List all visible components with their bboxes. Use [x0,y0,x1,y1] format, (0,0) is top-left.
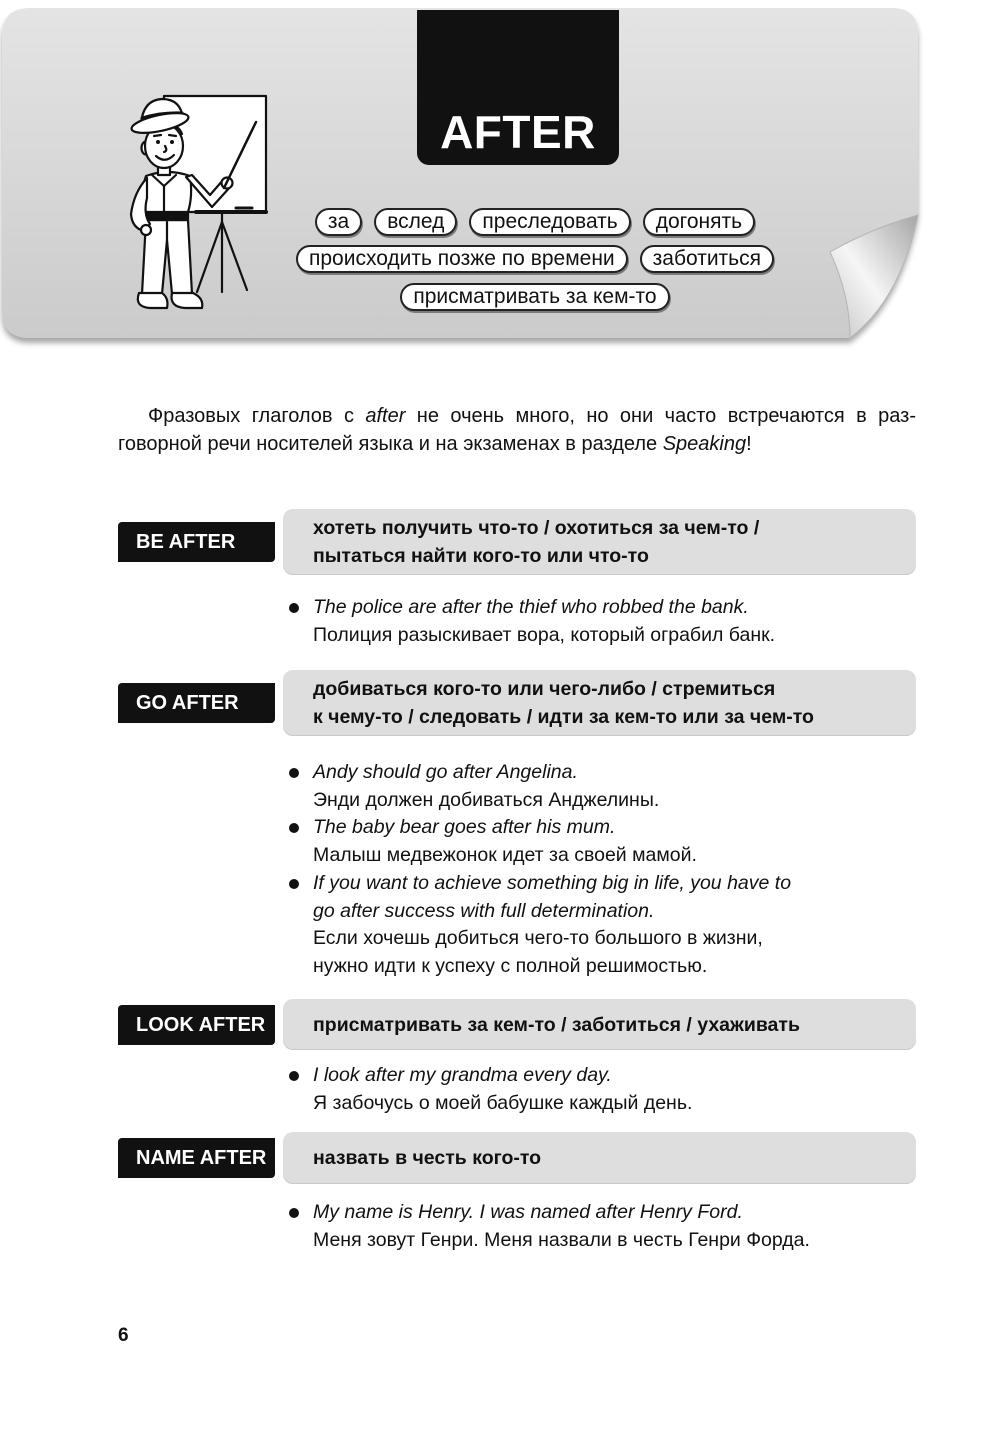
intro-line [148,402,916,430]
bullet-icon [289,879,299,889]
intro-italic-term: Speaking [662,433,747,455]
translation-pill: за [315,208,362,236]
intro-paragraph [118,402,916,458]
intro-text: не очень много, но они часто встречаются в раз- [405,405,916,427]
definition-line: присматривать за кем-то / заботиться / ухаживать [313,1013,800,1036]
definition-line: пытаться найти кого-то или что-то [313,545,649,567]
definition-box-go-after [283,670,916,736]
translation-pill: присматривать за кем-то [400,283,669,311]
translation-pill: догонять [643,208,755,236]
translation-pill: вслед [374,208,457,236]
example-item [283,1062,916,1117]
entry-look-after [118,999,916,1050]
example-english-line: I look after my grandma every day. [313,1064,612,1086]
example-russian-line: Энди должен добиваться Анджелины. [313,788,660,811]
intro-text: говорной речи носителей языка и на экзаменах в разделе [118,433,663,455]
bullet-icon [289,768,299,778]
example-item [283,1199,916,1254]
example-list-name-after [283,1199,916,1254]
definition-line: к чему-то / следовать / идти за кем-то или за чем-то [313,706,814,728]
intro-italic-term: after [365,405,406,427]
definition-line: добиваться кого-то или чего-либо / стремиться [313,678,776,700]
definition-box-look-after [283,999,916,1050]
example-russian-line: Я забочусь о моей бабушке каждый день. [313,1091,693,1114]
entry-be-after [118,509,916,575]
example-english-line: My name is Henry. I was named after Henry Ford. [313,1201,743,1223]
page-title: AFTER [417,10,619,165]
example-english-line: The police are after the thief who robbed the bank. [313,596,749,618]
example-list-go-after [283,759,916,981]
translation-pill: заботиться [640,245,774,273]
translation-pill: происходить позже по времени [296,245,628,273]
bullet-icon [289,823,299,833]
example-english-line: If you want to achieve something big in life, you have to [313,871,792,894]
example-list-be-after [283,594,916,649]
example-russian-line: Малыш медвежонок идет за своей мамой. [313,844,697,867]
verb-label-be-after: BE AFTER [118,522,275,562]
translation-row [260,245,810,273]
entry-name-after [118,1132,916,1184]
example-item [283,814,916,869]
intro-text: Фразовых глаголов с [148,405,366,427]
verb-label-look-after: LOOK AFTER [118,1005,275,1045]
bullet-icon [289,1208,299,1218]
intro-text: ! [746,433,752,455]
intro-line [118,430,916,458]
example-english-line: go after success with full determination. [313,899,655,922]
example-russian-line: Меня зовут Генри. Меня назвали в честь Генри Форда. [313,1228,810,1251]
verb-label-go-after: GO AFTER [118,683,275,723]
example-item [283,594,916,649]
definition-box-name-after [283,1132,916,1184]
example-russian-line: нужно идти к успеху с полной решимостью. [313,954,708,977]
bullet-icon [289,1071,299,1081]
verb-label-name-after: NAME AFTER [118,1138,275,1178]
translation-pill: преследовать [469,208,630,236]
example-item [283,870,916,981]
bullet-icon [289,603,299,613]
page-number: 6 [118,1325,129,1346]
example-russian-line: Если хочешь добиться чего-то большого в жизни, [313,927,763,950]
example-item [283,759,916,814]
entry-go-after [118,670,916,736]
definition-line: назвать в честь кого-то [313,1147,542,1169]
definition-line: хотеть получить что-то / охотиться за чем-то / [313,517,760,539]
example-english-line: Andy should go after Angelina. [313,761,578,783]
example-list-look-after [283,1062,916,1117]
definition-box-be-after [283,509,916,575]
translation-row [260,283,810,311]
translation-row [260,208,810,236]
example-english-line: The baby bear goes after his mum. [313,816,616,839]
example-russian-line: Полиция разыскивает вора, который ограбил банк. [313,623,776,646]
